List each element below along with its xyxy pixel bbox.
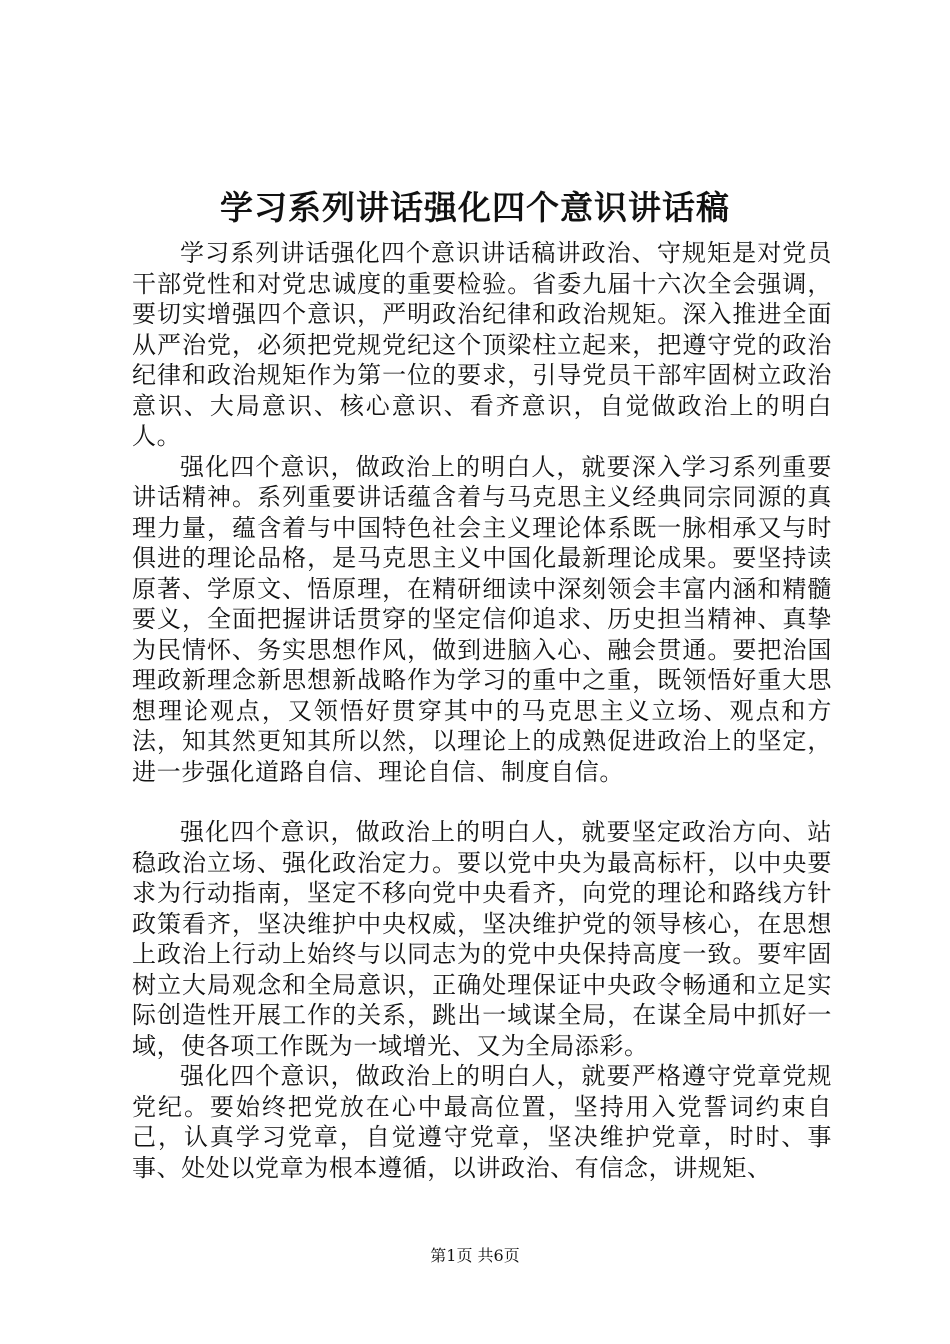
document-body <box>132 238 832 1183</box>
paragraph-party-discipline: 强化四个意识，做政治上的明白人，就要严格遵守党章党规党纪。要始终把党放在心中最高位置，坚持用入党誓词约束自己，认真学习党章，自觉遵守党章，坚决维护党章，时时、事事、处处以党章为根本遵循，以讲政治、有信念，讲规矩、 <box>132 1062 832 1182</box>
page-footer: 第1页 共6页 <box>430 1246 520 1265</box>
document-title: 学习系列讲话强化四个意识讲话稿 <box>220 188 730 227</box>
paragraph-political-direction: 强化四个意识，做政治上的明白人，就要坚定政治方向、站稳政治立场、强化政治定力。要以党中央为最高标杆，以中央要求为行动指南，坚定不移向党中央看齐，向党的理论和路线方针政策看齐，坚决维护中央权威，坚决维护党的领导核心，在思想上政治上行动上始终与以同志为的党中央保持高度一致。要牢固树立大局观念和全局意识，正确处理保证中央政令畅通和立足实际创造性开展工作的关系，跳出一域谋全局，在谋全局中抓好一域，使各项工作既为一域增光、又为全局添彩。 <box>132 818 832 1060</box>
paragraph-intro: 学习系列讲话强化四个意识讲话稿讲政治、守规矩是对党员干部党性和对党忠诚度的重要检验。省委九届十六次全会强调，要切实增强四个意识，严明政治纪律和政治规矩。深入推进全面从严治党，必须把党规党纪这个顶梁柱立起来，把遵守党的政治纪律和政治规矩作为第一位的要求，引导党员干部牢固树立政治意识、大局意识、核心意识、看齐意识，自觉做政治上的明白人。 <box>132 239 832 450</box>
paragraph-study-speeches: 强化四个意识，做政治上的明白人，就要深入学习系列重要讲话精神。系列重要讲话蕴含着与马克思主义经典同宗同源的真理力量，蕴含着与中国特色社会主义理论体系既一脉相承又与时俱进的理论品格，是马克思主义中国化最新理论成果。要坚持读原著、学原文、悟原理，在精研细读中深刻领会丰富内涵和精髓要义，全面把握讲话贯穿的坚定信仰追求、历史担当精神、真挚为民情怀、务实思想作风，做到进脑入心、融会贯通。要把治国理政新理念新思想新战略作为学习的重中之重，既领悟好重大思想理论观点，又领悟好贯穿其中的马克思主义立场、观点和方法，知其然更知其所以然，以理论上的成熟促进政治上的坚定，进一步强化道路自信、理论自信、制度自信。 <box>132 452 832 786</box>
